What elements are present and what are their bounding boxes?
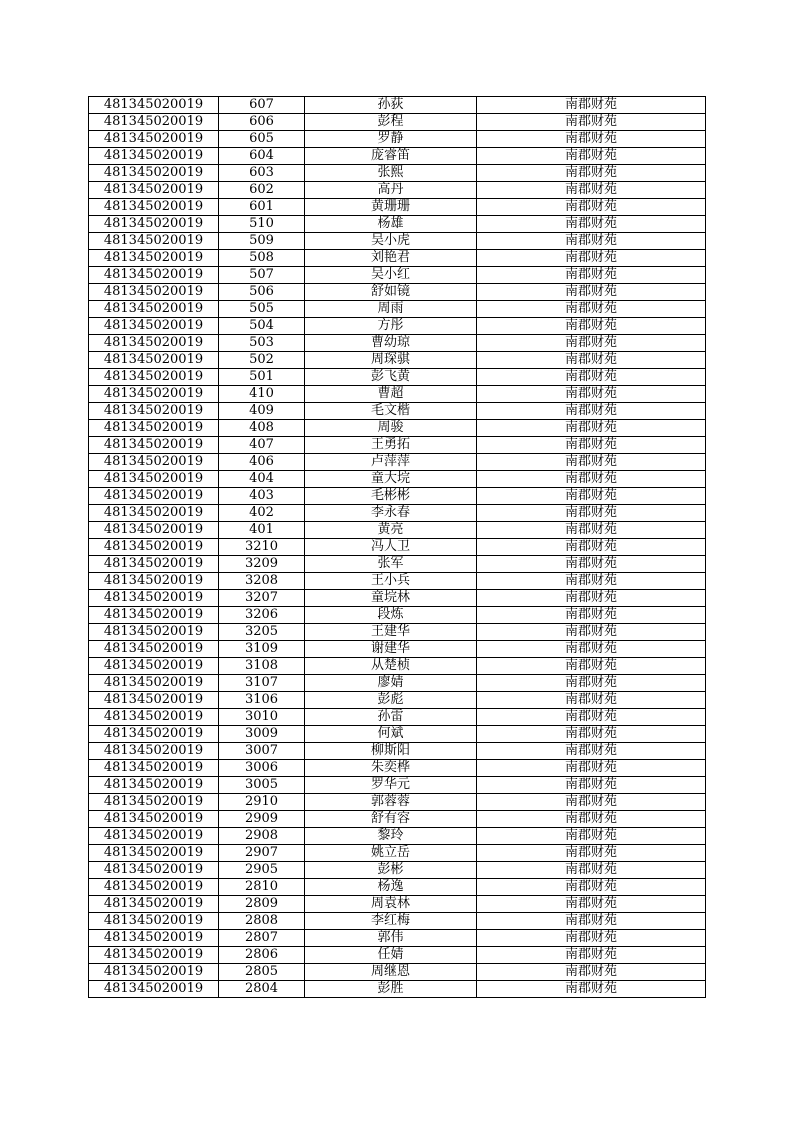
name-cell: 姚立岳 <box>305 845 477 862</box>
name-cell: 高丹 <box>305 182 477 199</box>
community-cell: 南郡财苑 <box>477 522 706 539</box>
name-cell: 黄亮 <box>305 522 477 539</box>
table-row <box>89 199 706 216</box>
table-row <box>89 794 706 811</box>
name-cell: 杨雄 <box>305 216 477 233</box>
table-row <box>89 505 706 522</box>
table-row <box>89 709 706 726</box>
code-cell: 481345020019 <box>89 97 219 114</box>
code-cell: 481345020019 <box>89 896 219 913</box>
name-cell: 孙雷 <box>305 709 477 726</box>
community-cell: 南郡财苑 <box>477 233 706 250</box>
table-row <box>89 777 706 794</box>
number-cell: 2910 <box>219 794 305 811</box>
code-cell: 481345020019 <box>89 284 219 301</box>
name-cell: 周琛骐 <box>305 352 477 369</box>
name-cell: 曹幼琼 <box>305 335 477 352</box>
code-cell: 481345020019 <box>89 182 219 199</box>
community-cell: 南郡财苑 <box>477 250 706 267</box>
community-cell: 南郡财苑 <box>477 539 706 556</box>
table-row <box>89 607 706 624</box>
code-cell: 481345020019 <box>89 760 219 777</box>
code-cell: 481345020019 <box>89 216 219 233</box>
name-cell: 朱奕桦 <box>305 760 477 777</box>
table-row <box>89 692 706 709</box>
table-row <box>89 284 706 301</box>
name-cell: 毛文楷 <box>305 403 477 420</box>
table-row <box>89 726 706 743</box>
table-row <box>89 658 706 675</box>
number-cell: 401 <box>219 522 305 539</box>
code-cell: 481345020019 <box>89 845 219 862</box>
community-cell: 南郡财苑 <box>477 267 706 284</box>
number-cell: 3006 <box>219 760 305 777</box>
name-cell: 王勇拓 <box>305 437 477 454</box>
name-cell: 彭程 <box>305 114 477 131</box>
table-row <box>89 403 706 420</box>
code-cell: 481345020019 <box>89 743 219 760</box>
community-cell: 南郡财苑 <box>477 607 706 624</box>
name-cell: 从楚桢 <box>305 658 477 675</box>
table-row <box>89 369 706 386</box>
number-cell: 3209 <box>219 556 305 573</box>
name-cell: 任婧 <box>305 947 477 964</box>
table-row <box>89 454 706 471</box>
community-cell: 南郡财苑 <box>477 879 706 896</box>
number-cell: 505 <box>219 301 305 318</box>
table-row <box>89 335 706 352</box>
community-cell: 南郡财苑 <box>477 420 706 437</box>
table-row <box>89 760 706 777</box>
code-cell: 481345020019 <box>89 692 219 709</box>
community-cell: 南郡财苑 <box>477 709 706 726</box>
table-row <box>89 114 706 131</box>
community-cell: 南郡财苑 <box>477 845 706 862</box>
code-cell: 481345020019 <box>89 454 219 471</box>
community-cell: 南郡财苑 <box>477 182 706 199</box>
table-row <box>89 352 706 369</box>
code-cell: 481345020019 <box>89 811 219 828</box>
code-cell: 481345020019 <box>89 437 219 454</box>
community-cell: 南郡财苑 <box>477 624 706 641</box>
number-cell: 3007 <box>219 743 305 760</box>
code-cell: 481345020019 <box>89 539 219 556</box>
code-cell: 481345020019 <box>89 794 219 811</box>
community-cell: 南郡财苑 <box>477 148 706 165</box>
community-cell: 南郡财苑 <box>477 573 706 590</box>
table-row <box>89 97 706 114</box>
name-cell: 曹超 <box>305 386 477 403</box>
code-cell: 481345020019 <box>89 471 219 488</box>
community-cell: 南郡财苑 <box>477 590 706 607</box>
table-row <box>89 624 706 641</box>
name-cell: 卢萍萍 <box>305 454 477 471</box>
code-cell: 481345020019 <box>89 352 219 369</box>
number-cell: 3108 <box>219 658 305 675</box>
table-row <box>89 267 706 284</box>
table-row <box>89 148 706 165</box>
code-cell: 481345020019 <box>89 624 219 641</box>
number-cell: 604 <box>219 148 305 165</box>
number-cell: 2808 <box>219 913 305 930</box>
name-cell: 郭蓉蓉 <box>305 794 477 811</box>
code-cell: 481345020019 <box>89 488 219 505</box>
name-cell: 吴小红 <box>305 267 477 284</box>
table-row <box>89 216 706 233</box>
code-cell: 481345020019 <box>89 964 219 981</box>
code-cell: 481345020019 <box>89 403 219 420</box>
name-cell: 周雨 <box>305 301 477 318</box>
number-cell: 2804 <box>219 981 305 998</box>
number-cell: 3207 <box>219 590 305 607</box>
table-row <box>89 743 706 760</box>
number-cell: 3106 <box>219 692 305 709</box>
name-cell: 舒如镜 <box>305 284 477 301</box>
name-cell: 张军 <box>305 556 477 573</box>
name-cell: 李红梅 <box>305 913 477 930</box>
name-cell: 舒有容 <box>305 811 477 828</box>
name-cell: 周继恩 <box>305 964 477 981</box>
table-row <box>89 420 706 437</box>
code-cell: 481345020019 <box>89 420 219 437</box>
name-cell: 彭彬 <box>305 862 477 879</box>
community-cell: 南郡财苑 <box>477 131 706 148</box>
community-cell: 南郡财苑 <box>477 471 706 488</box>
code-cell: 481345020019 <box>89 114 219 131</box>
community-cell: 南郡财苑 <box>477 811 706 828</box>
number-cell: 601 <box>219 199 305 216</box>
code-cell: 481345020019 <box>89 658 219 675</box>
number-cell: 603 <box>219 165 305 182</box>
community-cell: 南郡财苑 <box>477 896 706 913</box>
code-cell: 481345020019 <box>89 131 219 148</box>
community-cell: 南郡财苑 <box>477 318 706 335</box>
name-cell: 吴小虎 <box>305 233 477 250</box>
number-cell: 3009 <box>219 726 305 743</box>
number-cell: 502 <box>219 352 305 369</box>
name-cell: 谢建华 <box>305 641 477 658</box>
table-row <box>89 182 706 199</box>
table-row <box>89 301 706 318</box>
community-cell: 南郡财苑 <box>477 726 706 743</box>
table-row <box>89 641 706 658</box>
number-cell: 2908 <box>219 828 305 845</box>
number-cell: 3005 <box>219 777 305 794</box>
community-cell: 南郡财苑 <box>477 794 706 811</box>
table-row <box>89 539 706 556</box>
table-row <box>89 386 706 403</box>
number-cell: 406 <box>219 454 305 471</box>
table-row <box>89 879 706 896</box>
code-cell: 481345020019 <box>89 913 219 930</box>
code-cell: 481345020019 <box>89 607 219 624</box>
number-cell: 3205 <box>219 624 305 641</box>
community-cell: 南郡财苑 <box>477 284 706 301</box>
number-cell: 509 <box>219 233 305 250</box>
name-cell: 冯人卫 <box>305 539 477 556</box>
community-cell: 南郡财苑 <box>477 641 706 658</box>
name-cell: 王建华 <box>305 624 477 641</box>
name-cell: 周袁林 <box>305 896 477 913</box>
name-cell: 王小兵 <box>305 573 477 590</box>
number-cell: 404 <box>219 471 305 488</box>
code-cell: 481345020019 <box>89 641 219 658</box>
code-cell: 481345020019 <box>89 777 219 794</box>
code-cell: 481345020019 <box>89 879 219 896</box>
table-row <box>89 896 706 913</box>
code-cell: 481345020019 <box>89 522 219 539</box>
number-cell: 508 <box>219 250 305 267</box>
name-cell: 孙荻 <box>305 97 477 114</box>
number-cell: 3107 <box>219 675 305 692</box>
table-row <box>89 471 706 488</box>
table-row <box>89 981 706 998</box>
table-row <box>89 250 706 267</box>
name-cell: 罗华元 <box>305 777 477 794</box>
name-cell: 何斌 <box>305 726 477 743</box>
table-row <box>89 828 706 845</box>
table-row <box>89 930 706 947</box>
number-cell: 2810 <box>219 879 305 896</box>
name-cell: 杨逸 <box>305 879 477 896</box>
community-cell: 南郡财苑 <box>477 862 706 879</box>
number-cell: 507 <box>219 267 305 284</box>
community-cell: 南郡财苑 <box>477 165 706 182</box>
name-cell: 彭胜 <box>305 981 477 998</box>
number-cell: 3206 <box>219 607 305 624</box>
code-cell: 481345020019 <box>89 862 219 879</box>
code-cell: 481345020019 <box>89 148 219 165</box>
number-cell: 409 <box>219 403 305 420</box>
table-row <box>89 811 706 828</box>
community-cell: 南郡财苑 <box>477 488 706 505</box>
number-cell: 408 <box>219 420 305 437</box>
code-cell: 481345020019 <box>89 267 219 284</box>
community-cell: 南郡财苑 <box>477 964 706 981</box>
number-cell: 606 <box>219 114 305 131</box>
code-cell: 481345020019 <box>89 318 219 335</box>
number-cell: 2805 <box>219 964 305 981</box>
code-cell: 481345020019 <box>89 981 219 998</box>
community-cell: 南郡财苑 <box>477 454 706 471</box>
name-cell: 张熙 <box>305 165 477 182</box>
name-cell: 罗静 <box>305 131 477 148</box>
community-cell: 南郡财苑 <box>477 743 706 760</box>
code-cell: 481345020019 <box>89 301 219 318</box>
number-cell: 503 <box>219 335 305 352</box>
community-cell: 南郡财苑 <box>477 369 706 386</box>
table-row <box>89 556 706 573</box>
number-cell: 410 <box>219 386 305 403</box>
code-cell: 481345020019 <box>89 675 219 692</box>
name-cell: 黄珊珊 <box>305 199 477 216</box>
name-cell: 彭飞黄 <box>305 369 477 386</box>
name-cell: 庞睿笛 <box>305 148 477 165</box>
community-cell: 南郡财苑 <box>477 403 706 420</box>
name-cell: 童大垸 <box>305 471 477 488</box>
number-cell: 510 <box>219 216 305 233</box>
community-cell: 南郡财苑 <box>477 386 706 403</box>
table-row <box>89 862 706 879</box>
number-cell: 2806 <box>219 947 305 964</box>
name-cell: 彭彪 <box>305 692 477 709</box>
table-row <box>89 522 706 539</box>
number-cell: 407 <box>219 437 305 454</box>
code-cell: 481345020019 <box>89 573 219 590</box>
code-cell: 481345020019 <box>89 947 219 964</box>
community-cell: 南郡财苑 <box>477 692 706 709</box>
number-cell: 3208 <box>219 573 305 590</box>
code-cell: 481345020019 <box>89 233 219 250</box>
community-cell: 南郡财苑 <box>477 335 706 352</box>
community-cell: 南郡财苑 <box>477 437 706 454</box>
table-row <box>89 437 706 454</box>
code-cell: 481345020019 <box>89 505 219 522</box>
number-cell: 501 <box>219 369 305 386</box>
community-cell: 南郡财苑 <box>477 828 706 845</box>
number-cell: 403 <box>219 488 305 505</box>
name-cell: 廖婧 <box>305 675 477 692</box>
roster-body <box>89 97 706 998</box>
number-cell: 3010 <box>219 709 305 726</box>
table-row <box>89 590 706 607</box>
table-row <box>89 488 706 505</box>
community-cell: 南郡财苑 <box>477 199 706 216</box>
name-cell: 毛彬彬 <box>305 488 477 505</box>
name-cell: 黎玲 <box>305 828 477 845</box>
name-cell: 李永春 <box>305 505 477 522</box>
community-cell: 南郡财苑 <box>477 301 706 318</box>
table-row <box>89 675 706 692</box>
name-cell: 郭伟 <box>305 930 477 947</box>
code-cell: 481345020019 <box>89 386 219 403</box>
number-cell: 504 <box>219 318 305 335</box>
community-cell: 南郡财苑 <box>477 114 706 131</box>
community-cell: 南郡财苑 <box>477 658 706 675</box>
table-row <box>89 233 706 250</box>
community-cell: 南郡财苑 <box>477 913 706 930</box>
code-cell: 481345020019 <box>89 930 219 947</box>
table-row <box>89 165 706 182</box>
code-cell: 481345020019 <box>89 556 219 573</box>
number-cell: 2905 <box>219 862 305 879</box>
number-cell: 3109 <box>219 641 305 658</box>
name-cell: 刘艳君 <box>305 250 477 267</box>
code-cell: 481345020019 <box>89 590 219 607</box>
table-row <box>89 964 706 981</box>
number-cell: 602 <box>219 182 305 199</box>
community-cell: 南郡财苑 <box>477 216 706 233</box>
table-row <box>89 131 706 148</box>
number-cell: 506 <box>219 284 305 301</box>
code-cell: 481345020019 <box>89 369 219 386</box>
name-cell: 方彤 <box>305 318 477 335</box>
number-cell: 2807 <box>219 930 305 947</box>
number-cell: 2809 <box>219 896 305 913</box>
table-row <box>89 947 706 964</box>
community-cell: 南郡财苑 <box>477 947 706 964</box>
code-cell: 481345020019 <box>89 199 219 216</box>
community-cell: 南郡财苑 <box>477 760 706 777</box>
community-cell: 南郡财苑 <box>477 981 706 998</box>
code-cell: 481345020019 <box>89 165 219 182</box>
community-cell: 南郡财苑 <box>477 97 706 114</box>
code-cell: 481345020019 <box>89 828 219 845</box>
code-cell: 481345020019 <box>89 709 219 726</box>
name-cell: 柳斯阳 <box>305 743 477 760</box>
table-row <box>89 845 706 862</box>
community-cell: 南郡财苑 <box>477 675 706 692</box>
community-cell: 南郡财苑 <box>477 352 706 369</box>
code-cell: 481345020019 <box>89 250 219 267</box>
code-cell: 481345020019 <box>89 335 219 352</box>
number-cell: 2909 <box>219 811 305 828</box>
name-cell: 段炼 <box>305 607 477 624</box>
number-cell: 402 <box>219 505 305 522</box>
table-row <box>89 913 706 930</box>
number-cell: 607 <box>219 97 305 114</box>
table-row <box>89 318 706 335</box>
community-cell: 南郡财苑 <box>477 556 706 573</box>
community-cell: 南郡财苑 <box>477 930 706 947</box>
number-cell: 605 <box>219 131 305 148</box>
number-cell: 2907 <box>219 845 305 862</box>
number-cell: 3210 <box>219 539 305 556</box>
table-row <box>89 573 706 590</box>
code-cell: 481345020019 <box>89 726 219 743</box>
community-cell: 南郡财苑 <box>477 505 706 522</box>
name-cell: 周骏 <box>305 420 477 437</box>
roster-table <box>88 96 706 998</box>
community-cell: 南郡财苑 <box>477 777 706 794</box>
name-cell: 童垸林 <box>305 590 477 607</box>
